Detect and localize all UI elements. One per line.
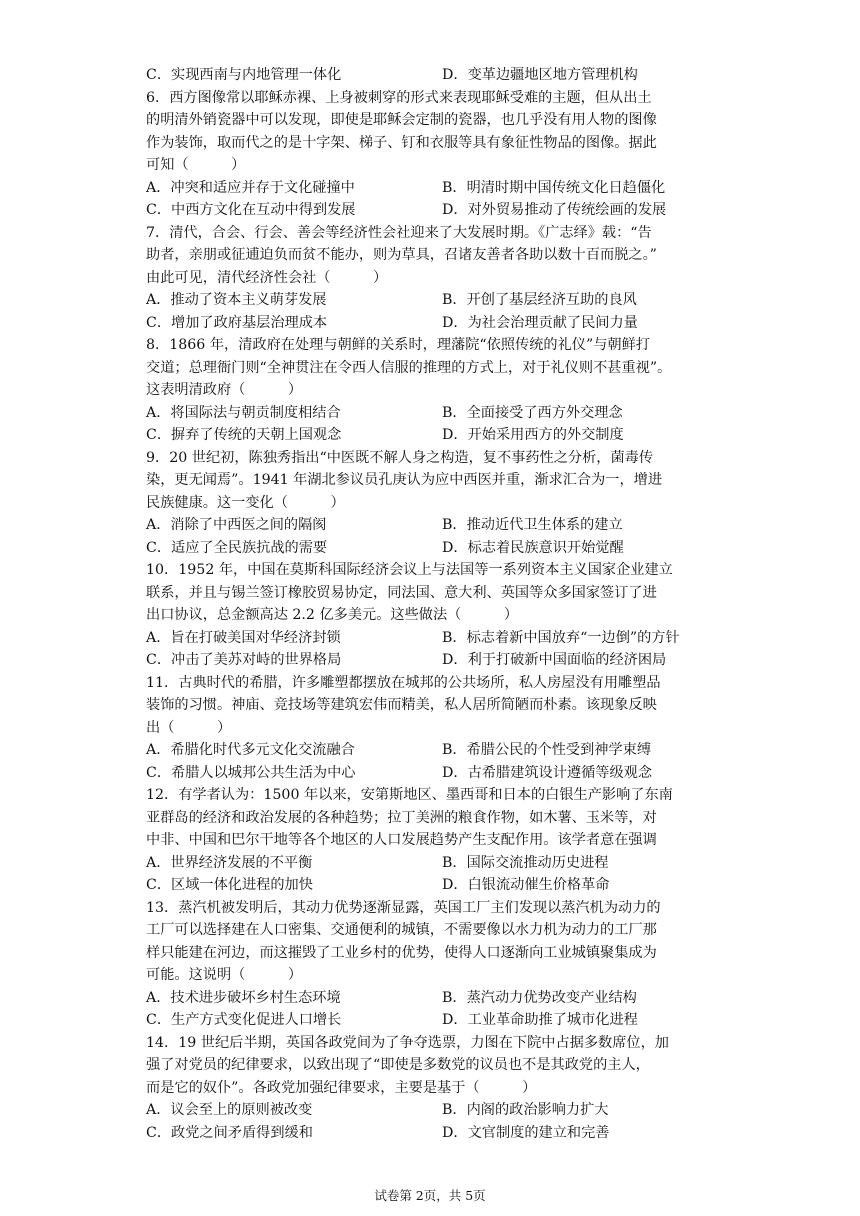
options-row bbox=[146, 739, 718, 762]
question-stem-line: 样只能建在河边，而这摧毁了工业乡村的优势，使得人口逐渐向工业城镇聚集成为 bbox=[146, 944, 657, 961]
options-row bbox=[146, 177, 718, 200]
options-row bbox=[146, 627, 718, 650]
option-c: C．希腊人以城邦公共生活为中心 bbox=[146, 764, 356, 781]
question-stem-line: 而是它的奴仆”。各政党加强纪律要求，主要是基于（ ） bbox=[146, 1079, 537, 1096]
option-d: D．工业革命助推了城市化进程 bbox=[442, 1012, 638, 1028]
option-c: C．生产方式变化促进人口增长 bbox=[146, 1012, 342, 1028]
option-b: B．蒸汽动力优势改变产业结构 bbox=[442, 989, 637, 1006]
option-d: D．为社会治理贡献了民间力量 bbox=[442, 314, 638, 331]
question-block bbox=[146, 559, 718, 672]
question-stem-line: 出口协议，总金额高达 2.2 亿多美元。这些做法（ ） bbox=[146, 607, 519, 623]
question-stem-line: 工厂可以选择建在人口密集、交通便利的城镇，不需要像以水力机为动力的工厂那 bbox=[146, 922, 657, 938]
option-d: D．对外贸易推动了传统绘画的发展 bbox=[442, 202, 667, 218]
option-b: B．明清时期中国传统文化日趋僵化 bbox=[442, 179, 666, 196]
question-block bbox=[146, 1032, 718, 1145]
question-stem: 10．1952 年，中国在莫斯科国际经济会议上与法国等一系列资本主义国家企业建立 bbox=[146, 562, 673, 578]
question-stem: 12．有学者认为：1500 年以来，安第斯地区、墨西哥和日本的白银生产影响了东南 bbox=[146, 787, 673, 803]
question-stem-line: 可知（ ） bbox=[146, 157, 246, 173]
option-c: C．政党之间矛盾得到缓和 bbox=[146, 1124, 313, 1141]
option-a: A．冲突和适应并存于文化碰撞中 bbox=[146, 179, 355, 196]
option-b: B．推动近代卫生体系的建立 bbox=[442, 517, 623, 533]
question-stem-line: 民族健康。这一变化（ ） bbox=[146, 494, 345, 511]
question-stem-line: 由此可见，清代经济性会社（ ） bbox=[146, 269, 388, 286]
question-block bbox=[146, 87, 718, 222]
question-stem-line: 染，更无闻焉”。1941 年湖北参议员孔庚认为应中西医并重，渐求汇合为一，增进 bbox=[146, 472, 663, 488]
options-row bbox=[146, 762, 718, 785]
question-stem-line: 装饰的习惯。神庙、竞技场等建筑宏伟而精美，私人居所简陋而朴素。该现象反映 bbox=[146, 697, 657, 713]
option-c: C．冲击了美苏对峙的世界格局 bbox=[146, 652, 342, 668]
option-d: D．变革边疆地区地方管理机构 bbox=[442, 67, 638, 83]
option-a: A．旨在打破美国对华经济封锁 bbox=[146, 629, 341, 646]
question-block bbox=[146, 897, 718, 1032]
option-a: A．推动了资本主义萌芽发展 bbox=[146, 292, 327, 308]
option-d: D．开始采用西方的外交制度 bbox=[442, 427, 624, 443]
question-stem: 6．西方图像常以耶稣赤裸、上身被刺穿的形式来表现耶稣受难的主题，但从出土 bbox=[146, 89, 652, 106]
question-stem-line: 助者，亲朋或征逋迫负而贫不能办，则为草具，召诸友善者各助以数十百而脱之。” bbox=[146, 247, 657, 263]
option-a: A．技术进步破坏乡村生态环境 bbox=[146, 989, 341, 1006]
option-c: C．增加了政府基层治理成本 bbox=[146, 314, 328, 331]
option-a: A．议会至上的原则被改变 bbox=[146, 1102, 313, 1118]
question-stem: 7．清代，合会、行会、善会等经济性会社迎来了大发展时期。《广志绎》载：“告 bbox=[146, 224, 652, 241]
question-stem: 8．1866 年，清政府在处理与朝鲜的关系时，理藩院“依照传统的礼仪”与朝鲜打 bbox=[146, 337, 650, 353]
question-block bbox=[146, 334, 718, 447]
option-a: A．希腊化时代多元文化交流融合 bbox=[146, 742, 355, 758]
option-c: C．中西方文化在互动中得到发展 bbox=[146, 202, 356, 218]
options-row bbox=[146, 1009, 718, 1032]
question-block bbox=[146, 222, 718, 335]
option-a: A．世界经济发展的不平衡 bbox=[146, 854, 313, 871]
options-row bbox=[146, 312, 718, 335]
options-row bbox=[146, 514, 718, 537]
option-b: B．标志着新中国放弃“一边倒”的方针 bbox=[442, 629, 680, 646]
question-stem-line: 亚群岛的经济和政治发展的各种趋势；拉丁美洲的粮食作物，如木薯、玉米等，对 bbox=[146, 809, 657, 826]
option-a: A．将国际法与朝贡制度相结合 bbox=[146, 404, 341, 421]
options-row bbox=[146, 289, 718, 312]
option-d: D．利于打破新中国面临的经济困局 bbox=[442, 652, 667, 668]
options-row bbox=[146, 1099, 718, 1122]
exam-page-body bbox=[146, 64, 718, 1144]
question-stem-line: 这表明清政府（ ） bbox=[146, 382, 303, 398]
question-stem: 14．19 世纪后半期，英国各政党间为了争夺选票，力图在下院中占据多数席位，加 bbox=[146, 1034, 669, 1051]
options-row bbox=[146, 852, 718, 875]
option-d: D．文官制度的建立和完善 bbox=[442, 1124, 610, 1141]
option-c: C．适应了全民族抗战的需要 bbox=[146, 539, 328, 556]
option-c: C．实现西南与内地管理一体化 bbox=[146, 67, 342, 83]
options-row bbox=[146, 64, 718, 87]
options-row bbox=[146, 424, 718, 447]
options-row bbox=[146, 199, 718, 222]
option-c: C．区域一体化进程的加快 bbox=[146, 877, 313, 893]
question-stem: 9．20 世纪初，陈独秀指出“中医既不解人身之构造，复不事药性之分析，菌毒传 bbox=[146, 449, 654, 466]
question-stem-line: 联系，并且与锡兰签订橡胶贸易协定，同法国、意大利、英国等众多国家签订了进 bbox=[146, 584, 657, 601]
options-row bbox=[146, 987, 718, 1010]
option-b: B．内阁的政治影响力扩大 bbox=[442, 1102, 609, 1118]
question-stem-line: 中非、中国和巴尔干地等各个地区的人口发展趋势产生支配作用。该学者意在强调 bbox=[146, 832, 657, 848]
question-block bbox=[146, 672, 718, 785]
options-row bbox=[146, 649, 718, 672]
question-stem-line: 的明清外销瓷器中可以发现，即使是耶稣会定制的瓷器，也几乎没有用人物的图像 bbox=[146, 112, 657, 128]
question-list bbox=[146, 87, 718, 1145]
question-stem-line: 作为装饰，取而代之的是十字架、梯子、钉和衣服等具有象征性物品的图像。据此 bbox=[146, 134, 657, 151]
option-b: B．国际交流推动历史进程 bbox=[442, 854, 609, 871]
option-d: D．白银流动催生价格革命 bbox=[442, 877, 610, 893]
question-stem-line: 强了对党员的纪律要求，以致出现了“即使是多数党的议员也不是其政党的主人， bbox=[146, 1057, 650, 1073]
question-stem-line: 交道；总理衙门则“全神贯注在令西人信服的推理的方式上，对于礼仪则不甚重视”。 bbox=[146, 359, 672, 376]
options-row bbox=[146, 874, 718, 897]
options-row bbox=[146, 537, 718, 560]
option-d: D．古希腊建筑设计遵循等级观念 bbox=[442, 764, 653, 781]
question-stem: 13．蒸汽机被发明后，其动力优势逐渐显露，英国工厂主们发现以蒸汽机为动力的 bbox=[146, 899, 661, 916]
option-b: B．开创了基层经济互助的良风 bbox=[442, 292, 637, 308]
question-block bbox=[146, 447, 718, 560]
question-stem-line: 出（ ） bbox=[146, 719, 232, 736]
options-row bbox=[146, 1122, 718, 1145]
option-a: A．消除了中西医之间的隔阂 bbox=[146, 517, 327, 533]
option-d: D．标志着民族意识开始觉醒 bbox=[442, 539, 624, 556]
option-b: B．全面接受了西方外交理念 bbox=[442, 404, 623, 421]
option-c: C．摒弃了传统的天朝上国观念 bbox=[146, 427, 342, 443]
question-stem-line: 可能。这说明（ ） bbox=[146, 967, 303, 983]
option-b: B．希腊公民的个性受到神学束缚 bbox=[442, 742, 652, 758]
page-footer: 试卷第 2页，共 5页 bbox=[374, 1188, 486, 1203]
question-stem: 11．古典时代的希腊，许多雕塑都摆放在城邦的公共场所，私人房屋没有用雕塑品 bbox=[146, 674, 661, 691]
options-row bbox=[146, 402, 718, 425]
question-block bbox=[146, 784, 718, 897]
